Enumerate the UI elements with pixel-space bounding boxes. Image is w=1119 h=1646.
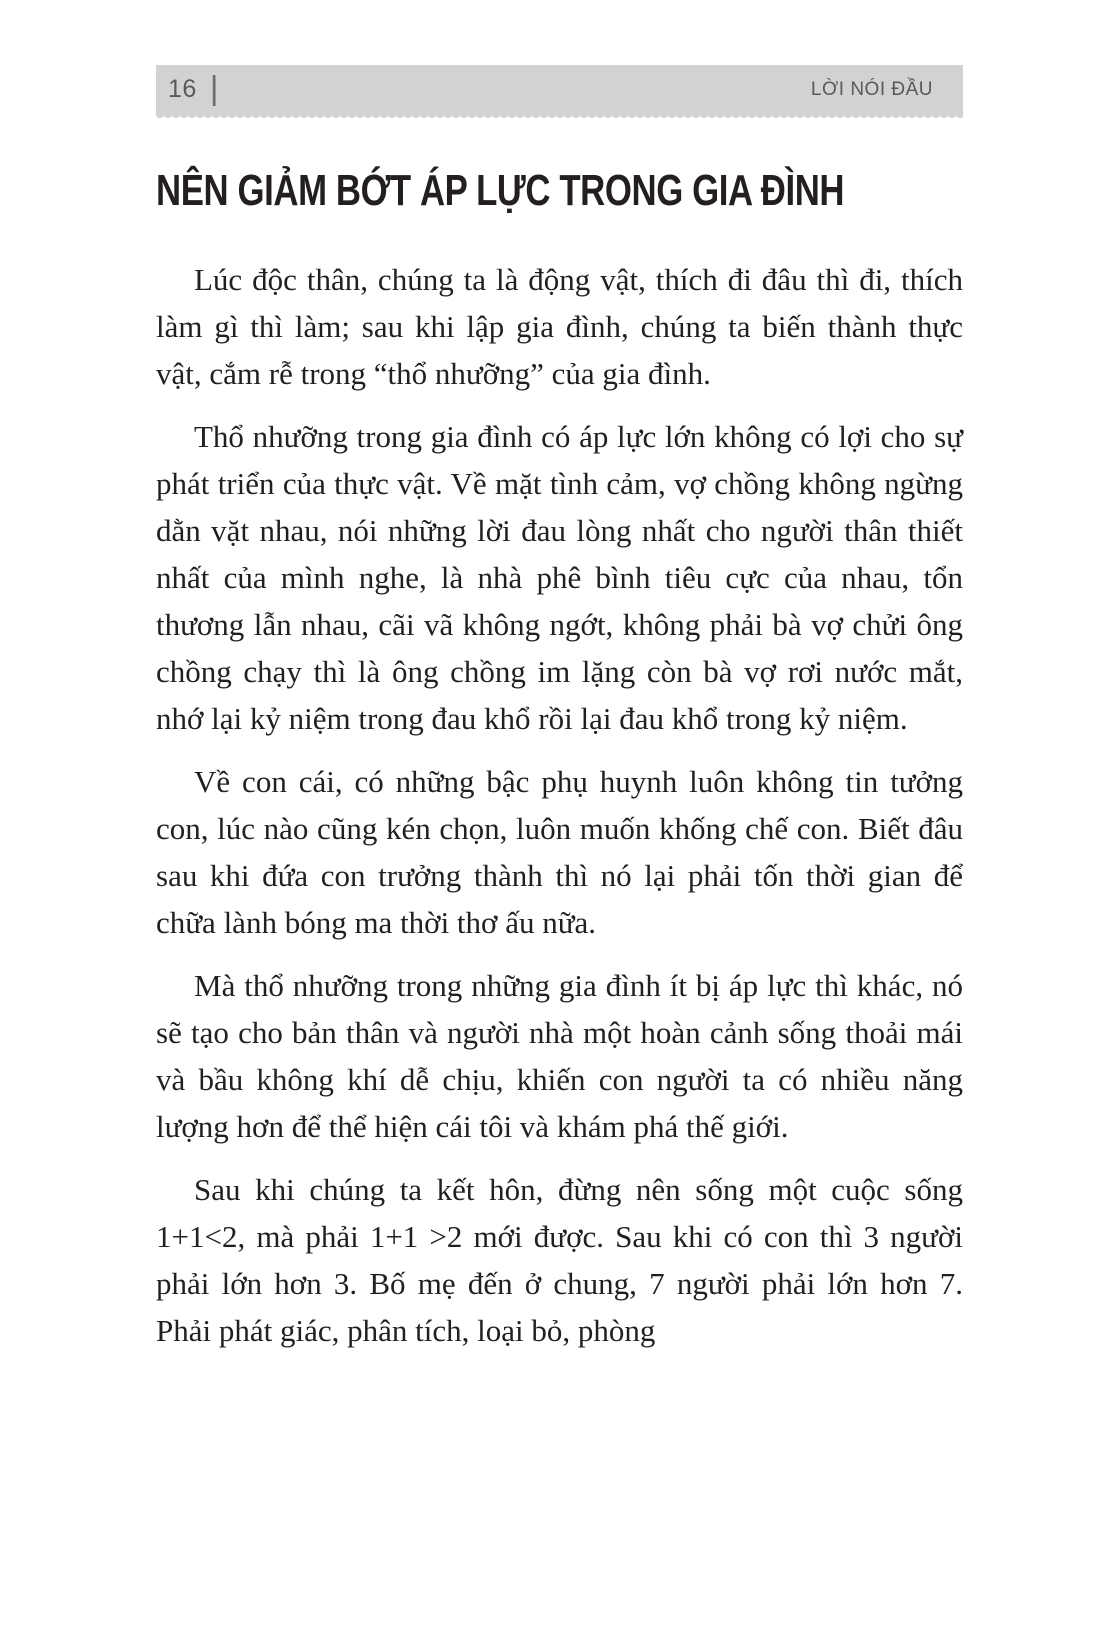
article-body (156, 256, 963, 1354)
header-divider: | (209, 69, 219, 106)
section-title: LỜI NÓI ĐẦU (810, 78, 933, 100)
paragraph: Lúc độc thân, chúng ta là động vật, thích đi đâu thì đi, thích làm gì thì làm; sau khi lập gia đình, chúng ta biến thành thực vật, cắm rễ trong “thổ nhưỡng” của gia đình. (156, 262, 963, 391)
paragraph: Về con cái, có những bậc phụ huynh luôn không tin tưởng con, lúc nào cũng kén chọn, luôn muốn khống chế con. Biết đâu sau khi đứa con trưởng thành thì nó lại phải tốn thời gian để chữa lành bóng ma thời thơ ấu nữa. (156, 764, 963, 940)
page-header (156, 65, 963, 114)
page-number: 16 (168, 75, 197, 103)
page-header-left (168, 69, 219, 106)
paragraph: Thổ nhưỡng trong gia đình có áp lực lớn không có lợi cho sự phát triển của thực vật. Về mặt tình cảm, vợ chồng không ngừng dằn vặt nhau, nói những lời đau lòng nhất cho người thân thiết nhất của mình nghe, là nhà phê bình tiêu cực của nhau, tổn thương lẫn nhau, cãi vã không ngớt, không phải bà vợ chửi ông chồng chạy thì là ông chồng im lặng còn bà vợ rơi nước mắt, nhớ lại kỷ niệm trong đau khổ rồi lại đau khổ trong kỷ niệm. (156, 419, 963, 736)
paragraph: Mà thổ nhưỡng trong những gia đình ít bị áp lực thì khác, nó sẽ tạo cho bản thân và người nhà một hoàn cảnh sống thoải mái và bầu không khí dễ chịu, khiến con người ta có nhiều năng lượng hơn để thể hiện cái tôi và khám phá thế giới. (156, 968, 963, 1144)
page-content (156, 65, 963, 1354)
chapter-heading-text: NÊN GIẢM BỚT ÁP LỰC TRONG GIA ĐÌNH (156, 166, 845, 215)
chapter-heading (156, 166, 963, 216)
paragraph: Sau khi chúng ta kết hôn, đừng nên sống một cuộc sống 1+1<2, mà phải 1+1 >2 mới được. Sau khi có con thì 3 người phải lớn hơn 3. Bố mẹ đến ở chung, 7 người phải lớn hơn 7. Phải phát giác, phân tích, loại bỏ, phòng (156, 1172, 963, 1348)
